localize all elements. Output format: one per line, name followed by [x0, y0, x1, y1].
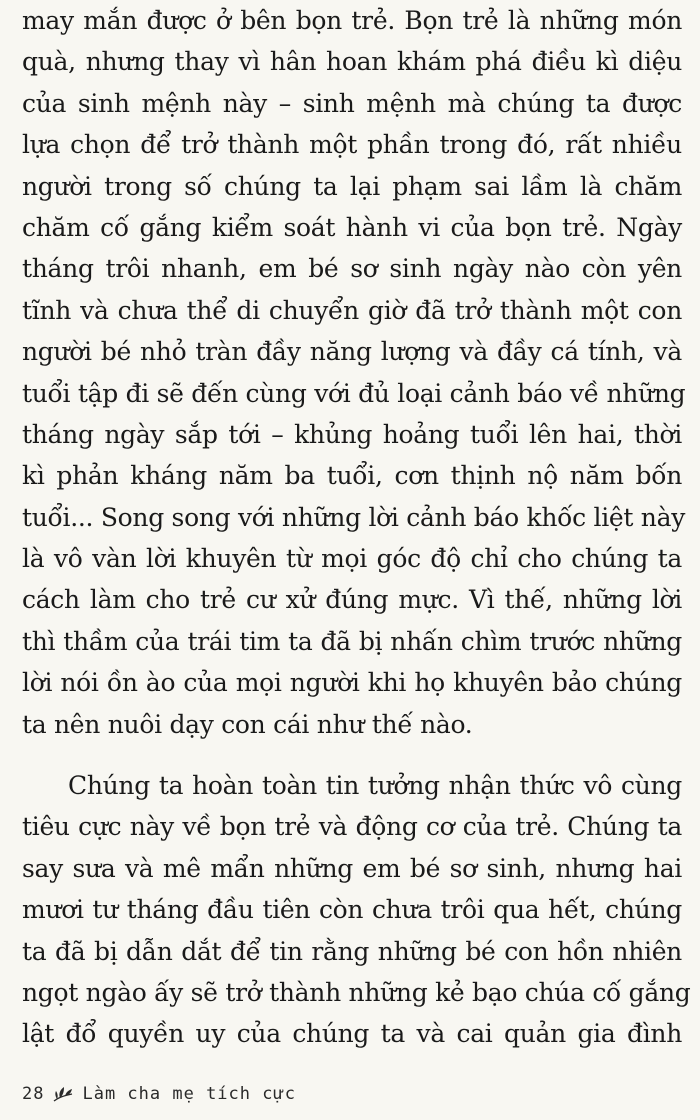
paragraph-1 [22, 0, 686, 745]
page-number: 28 [22, 1084, 45, 1104]
text-line: tuổi... Song song với những lời cảnh báo khốc liệt này [22, 502, 686, 532]
text-line: say sưa và mê mẩn những em bé sơ sinh, nhưng hai [22, 853, 682, 883]
text-line: mươi tư tháng đầu tiên còn chưa trôi qua hết, chúng [22, 895, 682, 925]
text-line: người trong số chúng ta lại phạm sai lầm là chăm [22, 171, 682, 201]
paragraph-2 [22, 765, 691, 1055]
text-line: lật đổ quyền uy của chúng ta và cai quản gia đình [22, 1019, 682, 1049]
text-line: may mắn được ở bên bọn trẻ. Bọn trẻ là những món [22, 6, 682, 35]
text-line: quà, nhưng thay vì hân hoan khám phá điều kì diệu [22, 47, 682, 77]
text-line: ta nên nuôi dạy con cái như thế nào. [22, 709, 473, 739]
text-line: ta đã bị dẫn dắt để tin rằng những bé con hồn nhiên [22, 936, 682, 966]
text-line: tháng ngày sắp tới – khủng hoảng tuổi lên hai, thời [22, 419, 682, 449]
text-line: của sinh mệnh này – sinh mệnh mà chúng ta được [22, 88, 682, 118]
text-line: là vô vàn lời khuyên từ mọi góc độ chỉ cho chúng ta [22, 544, 682, 574]
text-line: ngọt ngào ấy sẽ trở thành những kẻ bạo chúa cố gắng [22, 977, 691, 1007]
text-line: lời nói ồn ào của mọi người khi họ khuyên bảo chúng [22, 668, 682, 698]
text-line: kì phản kháng năm ba tuổi, cơn thịnh nộ năm bốn [22, 461, 682, 491]
book-title: Làm cha mẹ tích cực [82, 1084, 296, 1104]
leaf-ornament-icon [52, 1084, 74, 1104]
text-line: tháng trôi nhanh, em bé sơ sinh ngày nào còn yên [22, 254, 682, 284]
text-line: tuổi tập đi sẽ đến cùng với đủ loại cảnh báo về những [22, 378, 686, 408]
text-line: tĩnh và chưa thể di chuyển giờ đã trở thành một con [22, 295, 682, 325]
text-line: người bé nhỏ tràn đầy năng lượng và đầy cá tính, và [22, 337, 682, 367]
text-line: thì thầm của trái tim ta đã bị nhấn chìm trước những [22, 626, 682, 656]
text-line: chăm cố gắng kiểm soát hành vi của bọn trẻ. Ngày [22, 212, 682, 242]
text-line: tiêu cực này về bọn trẻ và động cơ của trẻ. Chúng ta [22, 812, 682, 842]
text-line: Chúng ta hoàn toàn tin tưởng nhận thức vô cùng [68, 771, 682, 801]
page-footer [22, 1080, 296, 1108]
page-body [22, 0, 691, 1055]
text-line: cách làm cho trẻ cư xử đúng mực. Vì thế, những lời [22, 585, 682, 615]
paragraph-spacer [22, 745, 682, 765]
text-line: lựa chọn để trở thành một phần trong đó, rất nhiều [22, 130, 682, 160]
